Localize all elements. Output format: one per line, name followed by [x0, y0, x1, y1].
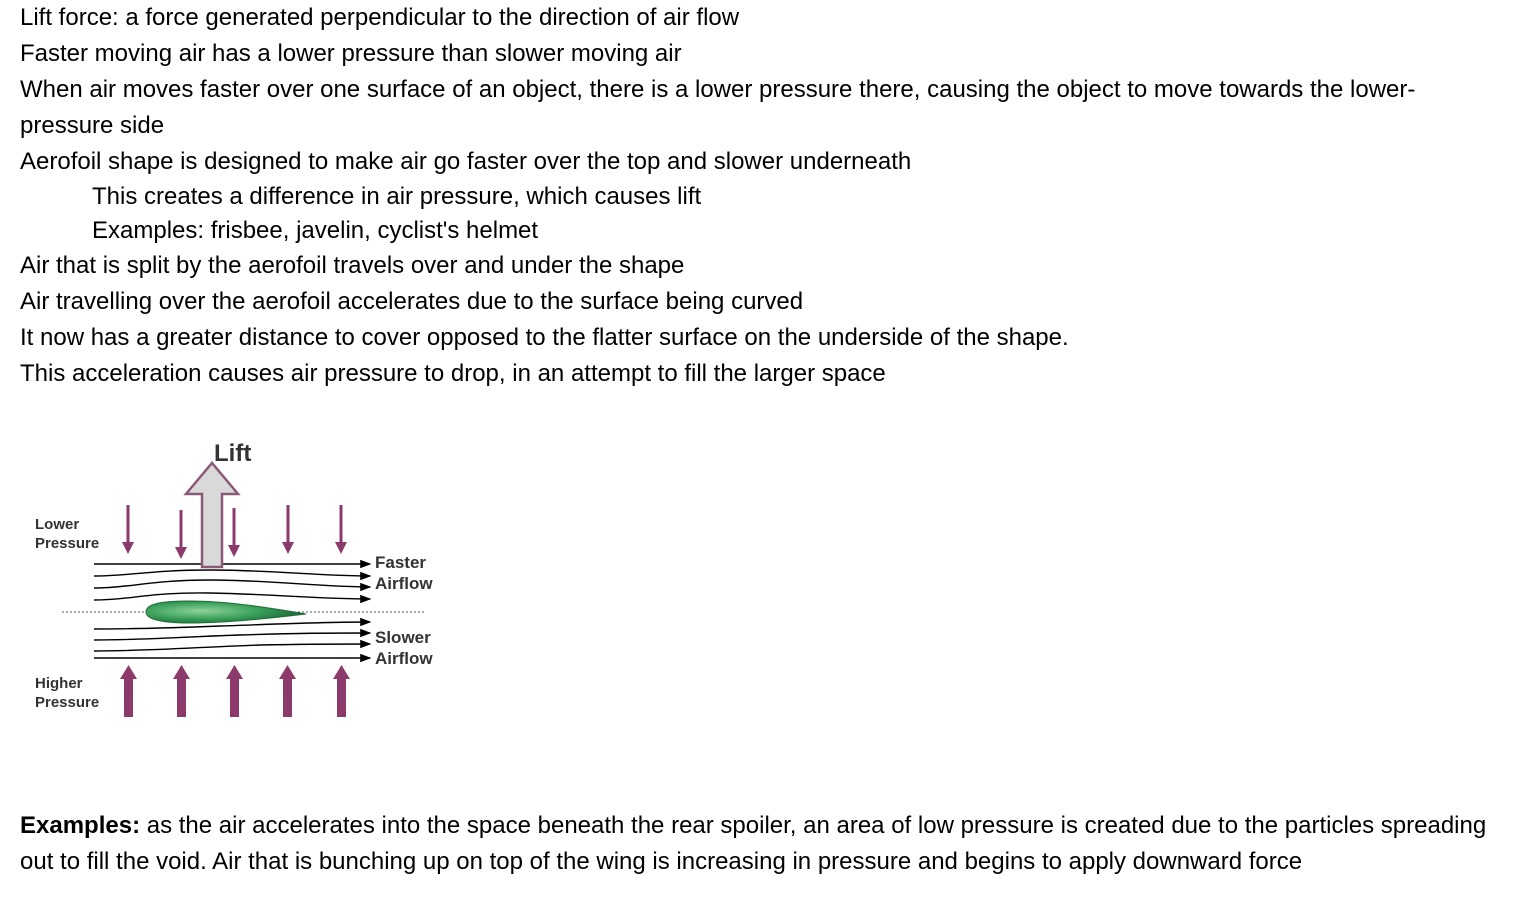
higher-pressure-label: Higher	[35, 675, 83, 692]
up-arrow-icon	[173, 665, 190, 717]
note-line: Air that is split by the aerofoil travels over and under the shape	[20, 252, 685, 279]
down-arrow-icon	[335, 505, 347, 554]
slower-airflow-label: Airflow	[375, 649, 433, 668]
examples-section	[20, 808, 1500, 880]
note-line: When air moves faster over one surface of an object, there is a lower pressure there, causing the object to move towards the lower-pressure side	[20, 76, 1416, 139]
note-line: Lift force: a force generated perpendicular to the direction of air flow	[20, 4, 740, 31]
note-line: Aerofoil shape is designed to make air go faster over the top and slower underneath	[20, 148, 912, 175]
aerofoil-shape	[146, 601, 306, 623]
higher-pressure-label: Pressure	[35, 694, 100, 711]
lower-pressure-label: Lower	[35, 516, 80, 533]
lift-label: Lift	[214, 440, 252, 467]
examples-text: as the air accelerates into the space beneath the rear spoiler, an area of low pressure is created due to the particles spreading out to fill the void. Air that is bunching up on top of the wing is increasing in pressure and begins to apply downward force	[20, 812, 1487, 875]
slower-airflow-label: Slower	[375, 628, 431, 647]
note-line: This acceleration causes air pressure to drop, in an attempt to fill the larger space	[20, 360, 886, 387]
examples-paragraph	[20, 808, 1500, 880]
down-arrow-icon	[282, 505, 294, 554]
note-line: Air travelling over the aerofoil accelerates due to the surface being curved	[20, 288, 804, 315]
lift-arrow-icon	[186, 463, 238, 567]
examples-label: Examples:	[20, 812, 141, 839]
down-arrow-icon	[228, 508, 240, 557]
notes-section	[20, 0, 1500, 392]
lift-diagram	[20, 430, 460, 730]
note-subline: Examples: frisbee, javelin, cyclist's helmet	[92, 217, 539, 244]
note-line: It now has a greater distance to cover opposed to the flatter surface on the underside of the shape.	[20, 324, 1069, 351]
note-subline: This creates a difference in air pressure, which causes lift	[92, 183, 702, 210]
up-arrow-icon	[279, 665, 296, 717]
up-arrow-icon	[120, 665, 137, 717]
up-arrows	[120, 665, 350, 717]
faster-airflow-label: Faster	[375, 553, 427, 572]
up-arrow-icon	[333, 665, 350, 717]
down-arrow-icon	[122, 505, 134, 554]
faster-airflow-label: Airflow	[375, 574, 433, 593]
lower-pressure-label: Pressure	[35, 535, 100, 552]
down-arrows	[122, 505, 347, 559]
up-arrow-icon	[226, 665, 243, 717]
down-arrow-icon	[175, 510, 187, 559]
lift-diagram-svg	[20, 430, 460, 730]
note-line: Faster moving air has a lower pressure than slower moving air	[20, 40, 682, 67]
